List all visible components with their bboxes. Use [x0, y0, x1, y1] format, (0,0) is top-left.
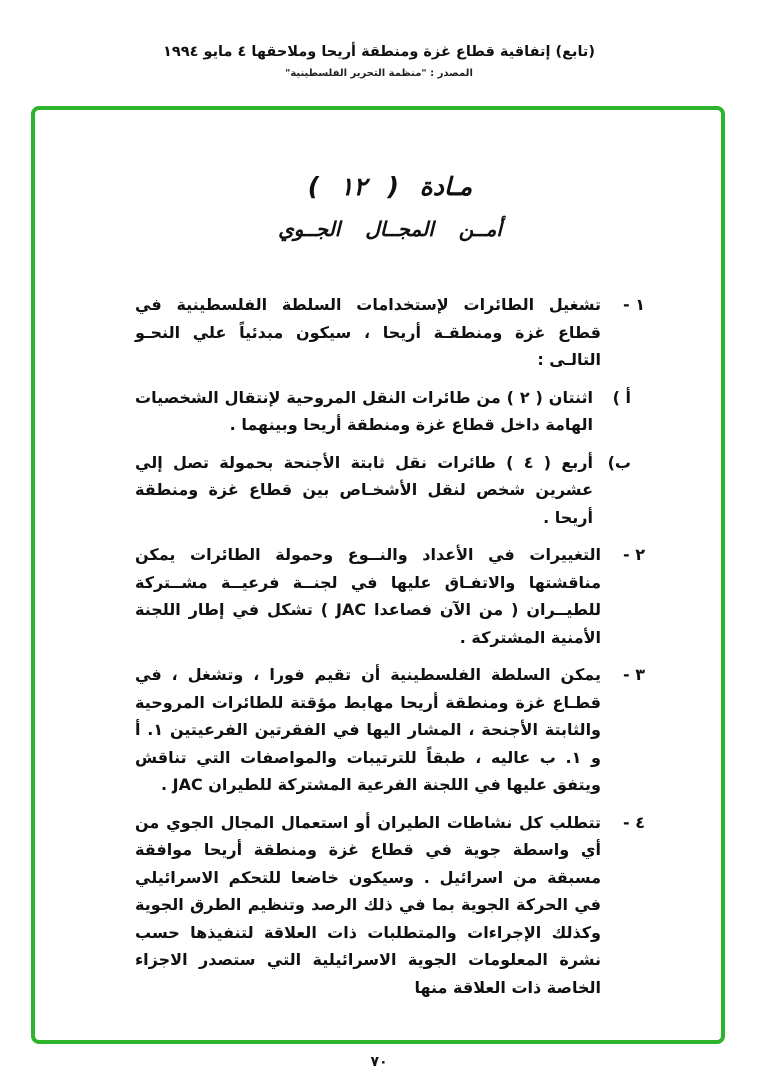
paragraph-3-text: يمكن السلطة الفلسطينية أن تقيم فورا ، وتشغل ، في قطـاع غزة ومنطقة أريحا مهابط مؤقتة للطائرات المروحية والثابتة الأجنحة ، المشار اليها في الفقرتين الفرعيتين ١. أ و ١. ب عاليه ، طبقاً للترتيبات والمواصفات التي تناقش ويتفق عليها في اللجنة الفرعية المشتركة للطيران JAC .: [135, 665, 601, 795]
paragraph-4-text: تتطلب كل نشاطات الطيران أو استعمال المجال الجوي من أي واسطة جوية في قطاع غزة ومنطقة أريحا موافقة مسبقة من اسرائيل . وسيكون خاضعا للتحكم الاسرائيلي في الحركة الجوية بما في ذلك الرصد وتنظيم الطرق الجوية وكذلك الإجراءات والمتطلبات ذات العلاقة لتنفيذها حسب نشرة المعلومات الجوية الاسرائيلية التي ستصدر الاجزاء الخاصة ذات العلاقة منها: [135, 812, 601, 997]
paragraph-1-marker: ١ -: [623, 295, 645, 314]
subparagraph-1b-marker: ب): [607, 452, 631, 472]
paragraph-3-marker: ٣ -: [623, 665, 645, 685]
document-header-source: المصدر : "منظمة التحرير الفلسطينية": [285, 68, 473, 79]
article-title: مـادة ( ١٢ ): [307, 172, 473, 201]
paragraph-1: [135, 291, 645, 374]
page-number: ٧٠: [370, 1054, 388, 1070]
paragraph-4-marker: ٤ -: [623, 812, 645, 832]
article-subtitle: أمــن المجــال الجــوي: [278, 217, 502, 241]
paragraph-2-text: التغييرات في الأعداد والنــوع وحمولة الطائرات يمكن مناقشتها والاتفـاق عليها في لجنــة فرعيــة مشــتركة للطيــران ( من الآن فصاعدا JAC ) تشكل في إطار اللجنة الأمنية المشتركة .: [135, 545, 602, 647]
paragraph-2-marker: ٢ -: [623, 545, 645, 565]
subparagraph-1a: [135, 384, 631, 439]
subparagraph-1b: [135, 449, 631, 532]
article-content: [35, 110, 721, 1001]
subparagraph-1a-marker: أ ): [612, 387, 631, 407]
subparagraph-1b-text: أربع ( ٤ ) طائرات نقل ثابتة الأجنحة بحمولة تصل إلي عشرين شخص لنقل الأشخـاص بين قطاع غزة ومنطقة أريحا .: [135, 452, 593, 527]
paragraph-1-text: تشغيل الطائرات لإستخدامات السلطة الفلسطينية في قطاع غزة ومنطقـة أريحا ، سيكون مبدئياً علي النحـو التالـى :: [135, 295, 601, 370]
page-header: [0, 44, 758, 79]
content-border-box: [31, 106, 725, 1044]
paragraph-3: [135, 661, 645, 799]
article-body: [135, 291, 645, 1001]
subparagraph-1a-text: اثنتان ( ٢ ) من طائرات النقل المروحية لإنتقال الشخصيات الهامة داخل قطاع غزة ومنطقة أريحا وبينهما .: [135, 387, 593, 435]
paragraph-4: [135, 809, 645, 1002]
document-header-title: (تابع) إتفاقية قطاع غزة ومنطقة أريحا وملاحقها ٤ مايو ١٩٩٤: [163, 44, 595, 60]
paragraph-2: [135, 541, 645, 651]
